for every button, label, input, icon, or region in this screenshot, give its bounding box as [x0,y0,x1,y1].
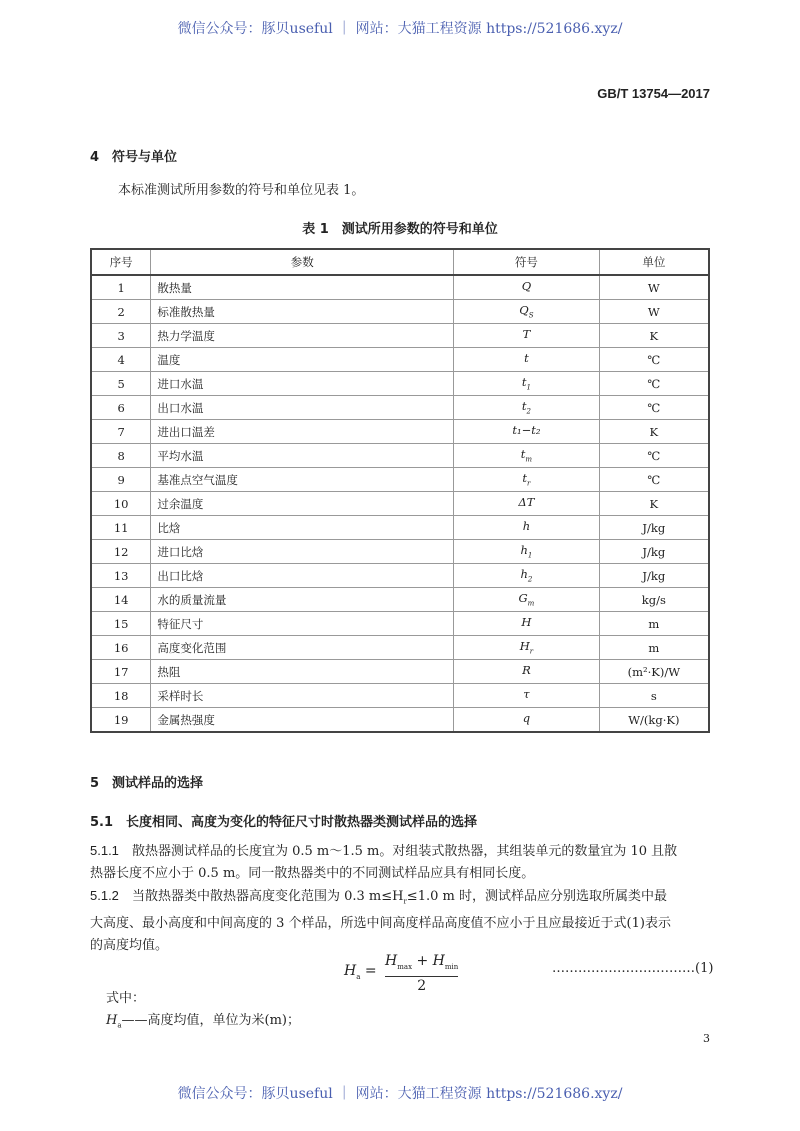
clause-number: 5.1.1 [90,843,119,858]
row-number: 14 [91,588,151,612]
section-5-heading: 5 测试样品的选择 [90,776,204,791]
table-row [91,588,709,612]
parameter-name: 温度 [151,348,454,372]
table-row [91,396,709,420]
unit: m [599,612,709,636]
symbol: $h_2$ [454,564,600,588]
unit: K [599,324,709,348]
symbol: q [454,708,600,733]
row-number: 18 [91,684,151,708]
parameter-name: 进出口温差 [151,420,454,444]
unit: (m²·K)/W [599,660,709,684]
unit: W [599,300,709,324]
formula-1: $H_a$ = $H_{max} + H_{min}$ 2 [344,953,459,994]
section-4-heading: 4 符号与单位 [90,150,178,165]
header-no: 序号 [91,249,151,275]
document-page: 微信公众号：豚贝useful ｜ 网站：大猫工程资源 https://521686.xyz/ GB/T 13754—2017 4 符号与单位 本标准测试所用参数的符号和单位见表 1。 表 1 测试所用参数的符号和单位 序号 参数 符号 单位 1 散热量 Q W 2 标准散热量 $Q_S$ W 3 热力学温度 T K 4 温度 t ℃ 5 进口水温 $t_1$ ℃ 6 出口水温 $t_2$ ℃ 7 进出口温差 t₁−t₂ K 8 平均水温 $t_m$ ℃ 9 基准点空气温度 $t_r$ ℃ 10 过余温度 ΔT K 11 比焓 h J/kg 12 进口比焓 $h_1$ J/kg 13 出口比焓 $h_2$ J/kg 14 水的质量流量 $G_m$ kg/s 15 特征尺寸 H m 16 高度变化范围 $H_r$ m 17 热阻 R (m²·K)/W 18 采样时长 τ s 19 金属热强度 q W/(kg·K) 5 测试样品的选择 5.1 长度相同、高度为变化的特征尺寸时散热器类测试样品的选择 5.1.1 散热器测试样品的长度宜为 0.5 m～1.5 m。对组装式散热器，其组装单元的数量宜为 10 且散 热器长度不应小于 0.5 m。同一散热器类中的不同测试样品应具有相同长度。 5.1.2 当散热器类中散热器高度变化范围为 0.3 $m\le H_r\le 1.0$ m 时，测试样品应分别选取所属类中最 大高度、最小高度和中间高度的 3 个样品，所选中间高度样品高度值不应小于且应最接近于式(1)表示 的高度均值。 $H_a$ = $H_{max} + H_{min}$ 2 ……………………………(1) 式中： $H_a——$高度均值，单位为米(m)； 3 微信公众号：豚贝useful ｜ 网站：大猫工程资源 https://521686.xyz/ [0,0,800,1131]
row-number: 2 [91,300,151,324]
clause-number: 5.1.2 [90,888,119,903]
clause-text: ≤1.0 m 时，测试样品应分别选取所属类中最 [406,889,667,904]
symbol: $Q_S$ [454,300,600,324]
unit: ℃ [599,348,709,372]
unit: J/kg [599,516,709,540]
table-row [91,540,709,564]
watermark-bottom: 微信公众号：豚贝useful ｜ 网站：大猫工程资源 https://521686.xyz/ [177,1086,623,1102]
symbol: $t_m$ [454,444,600,468]
parameter-name: 比焓 [151,516,454,540]
table-row [91,684,709,708]
parameter-name: 热力学温度 [151,324,454,348]
unit: kg/s [599,588,709,612]
table-row [91,612,709,636]
symbols-table [90,248,710,733]
row-number: 16 [91,636,151,660]
clause-text: 当散热器类中散热器高度变化范围为 0.3 m≤H [131,889,404,904]
parameter-name: 过余温度 [151,492,454,516]
parameter-name: 平均水温 [151,444,454,468]
table-row [91,372,709,396]
symbol: H [454,612,600,636]
row-number: 12 [91,540,151,564]
unit: W/(kg·K) [599,708,709,733]
row-number: 10 [91,492,151,516]
parameter-name: 金属热强度 [151,708,454,733]
symbol: t₁−t₂ [454,420,600,444]
unit: W [599,275,709,300]
symbol: $h_1$ [454,540,600,564]
row-number: 9 [91,468,151,492]
row-number: 13 [91,564,151,588]
parameter-name: 出口比焓 [151,564,454,588]
row-number: 6 [91,396,151,420]
table-row [91,516,709,540]
header-unit: 单位 [599,249,709,275]
row-number: 11 [91,516,151,540]
clause-text: 大高度、最小高度和中间高度的 3 个样品，所选中间高度样品高度值不应小于且应最接近于式(1)表示 [90,915,671,931]
section-4-intro: 本标准测试所用参数的符号和单位见表 1。 [118,183,365,198]
symbol: T [454,324,600,348]
header-param: 参数 [151,249,454,275]
parameter-name: 高度变化范围 [151,636,454,660]
row-number: 4 [91,348,151,372]
table-row [91,636,709,660]
parameter-name: 基准点空气温度 [151,468,454,492]
symbol: R [454,660,600,684]
row-number: 8 [91,444,151,468]
clause-text: 的高度均值。 [90,937,169,953]
symbol: $G_m$ [454,588,600,612]
unit: m [599,636,709,660]
unit: ℃ [599,396,709,420]
unit: ℃ [599,372,709,396]
unit: s [599,684,709,708]
standard-number: GB/T 13754—2017 [597,86,710,101]
symbol: $t_2$ [454,396,600,420]
page-number: 3 [703,1032,710,1045]
clause-text: 热器长度不应小于 0.5 m。同一散热器类中的不同测试样品应具有相同长度。 [90,866,535,881]
symbol: $H_r$ [454,636,600,660]
where-label: 式中： [106,991,146,1006]
table-row [91,492,709,516]
formula-label: ……………………………(1) [552,961,714,976]
section-5-1-heading: 5.1 长度相同、高度为变化的特征尺寸时散热器类测试样品的选择 [90,815,478,830]
unit: K [599,420,709,444]
symbol: τ [454,684,600,708]
unit: J/kg [599,564,709,588]
symbol-definition: $H_a——$高度均值，单位为米(m)； [106,1013,301,1030]
parameter-name: 出口水温 [151,396,454,420]
unit: ℃ [599,444,709,468]
table-row [91,300,709,324]
table-caption: 表 1 测试所用参数的符号和单位 [302,222,498,237]
table-row [91,444,709,468]
symbol: t [454,348,600,372]
clause-text: 散热器测试样品的长度宜为 0.5 m～1.5 m。对组装式散热器，其组装单元的数量宜为 10 且散 [131,844,678,859]
table-row [91,275,709,300]
row-number: 1 [91,275,151,300]
symbol: h [454,516,600,540]
parameter-name: 进口比焓 [151,540,454,564]
unit: ℃ [599,468,709,492]
row-number: 15 [91,612,151,636]
table-row [91,708,709,733]
symbol: $t_r$ [454,468,600,492]
symbol: ΔT [454,492,600,516]
table-row [91,564,709,588]
table-header-row [91,249,709,275]
parameter-name: 热阻 [151,660,454,684]
unit: K [599,492,709,516]
symbol: Q [454,275,600,300]
table-row [91,660,709,684]
parameter-name: 采样时长 [151,684,454,708]
watermark-top: 微信公众号：豚贝useful ｜ 网站：大猫工程资源 https://521686.xyz/ [177,21,623,37]
parameter-name: 散热量 [151,275,454,300]
row-number: 7 [91,420,151,444]
symbol: $t_1$ [454,372,600,396]
parameter-name: 水的质量流量 [151,588,454,612]
parameter-name: 特征尺寸 [151,612,454,636]
parameter-name: 标准散热量 [151,300,454,324]
unit: J/kg [599,540,709,564]
row-number: 17 [91,660,151,684]
table-row [91,468,709,492]
parameter-name: 进口水温 [151,372,454,396]
table-row [91,420,709,444]
row-number: 5 [91,372,151,396]
row-number: 3 [91,324,151,348]
table-row [91,348,709,372]
header-symbol: 符号 [454,249,600,275]
table-row [91,324,709,348]
row-number: 19 [91,708,151,733]
